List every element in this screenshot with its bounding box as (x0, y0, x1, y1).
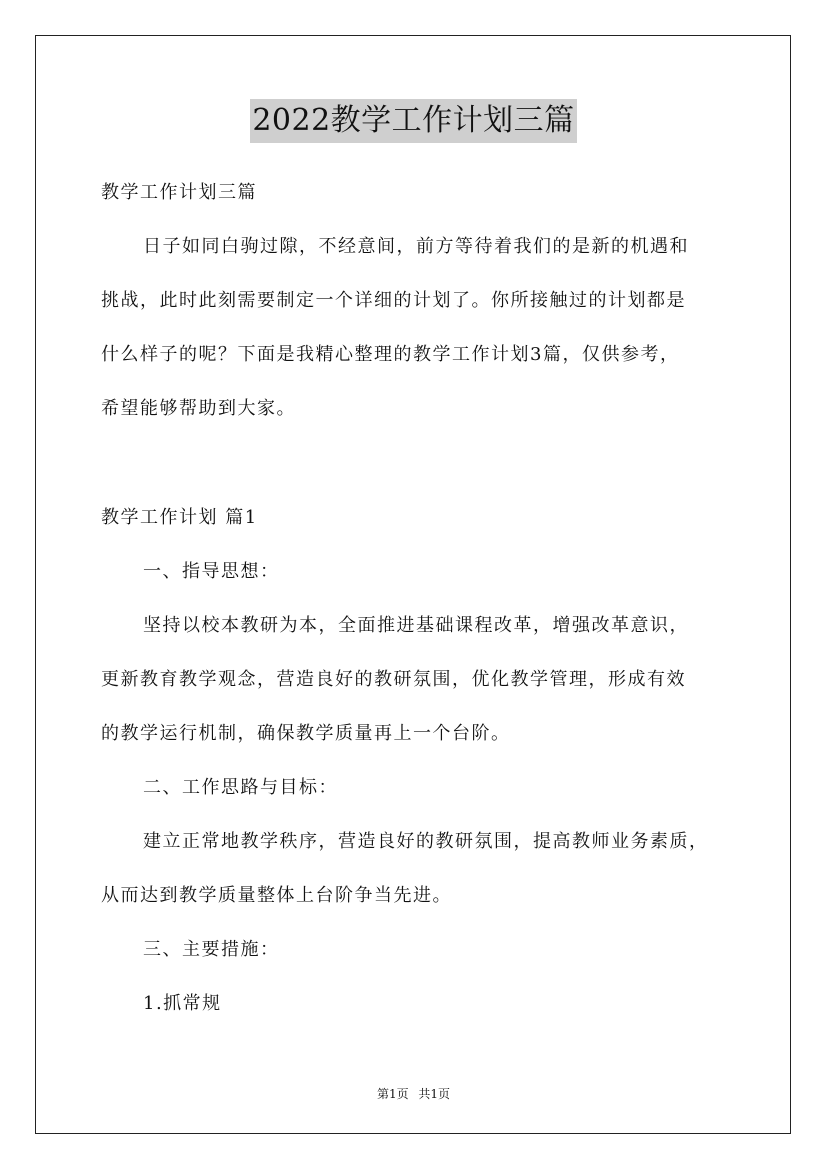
page-footer (0, 1086, 827, 1102)
heading-work-goals: 二、工作思路与目标： (143, 777, 338, 798)
list-item-routine: 1.抓常规 (143, 993, 222, 1014)
page-number-current: 第1页 (376, 1087, 409, 1101)
section-heading: 教学工作计划 篇1 (101, 507, 258, 528)
heading-guiding-ideology: 一、指导思想： (143, 561, 280, 582)
intro-line-2: 挑战，此时此刻需要制定一个详细的计划了。你所接触过的计划都是 (101, 290, 686, 311)
document-subtitle: 教学工作计划三篇 (101, 182, 257, 203)
para-1-line-3: 的教学运行机制，确保教学质量再上一个台阶。 (101, 723, 511, 744)
document-title[interactable]: 2022教学工作计划三篇 (250, 99, 576, 143)
para-2-line-1: 建立正常地教学秩序，营造良好的教研氛围，提高教师业务素质， (143, 831, 709, 852)
intro-line-4: 希望能够帮助到大家。 (101, 398, 296, 419)
para-1-line-1: 坚持以校本教研为本，全面推进基础课程改革，增强改革意识， (143, 615, 689, 636)
para-1-line-2: 更新教育教学观念，营造良好的教研氛围，优化教学管理，形成有效 (101, 669, 686, 690)
page-number-total: 共1页 (418, 1087, 451, 1101)
title-area (0, 99, 827, 143)
heading-main-measures: 三、主要措施： (143, 939, 280, 960)
intro-line-1: 日子如同白驹过隙，不经意间，前方等待着我们的是新的机遇和 (143, 236, 689, 257)
intro-line-3: 什么样子的呢？下面是我精心整理的教学工作计划3篇，仅供参考， (101, 344, 680, 365)
para-2-line-2: 从而达到教学质量整体上台阶争当先进。 (101, 885, 452, 906)
